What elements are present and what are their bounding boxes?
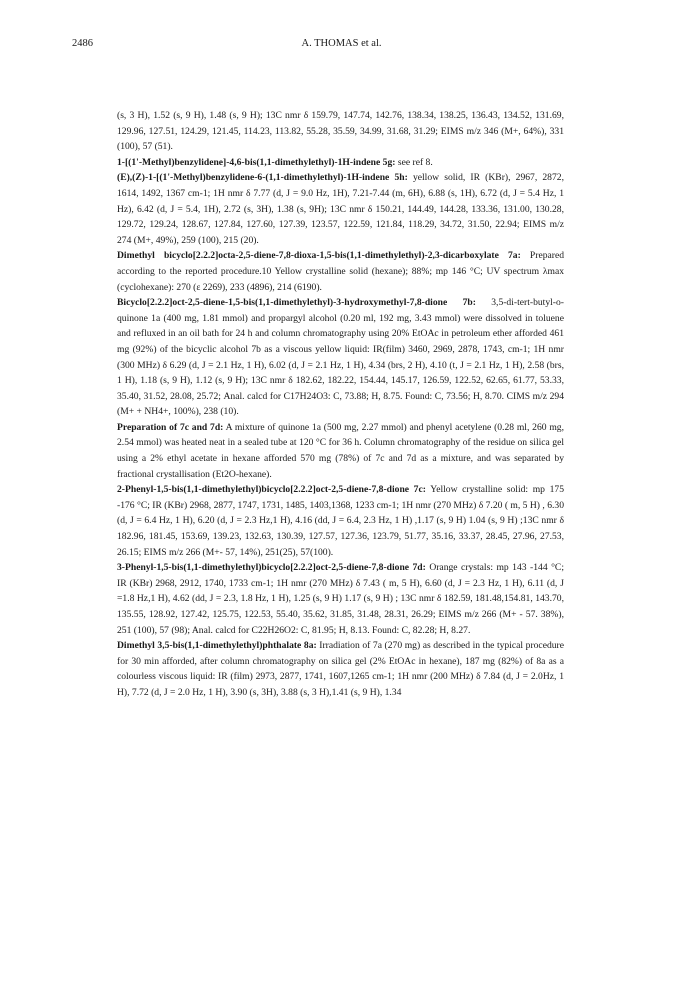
- paragraph-text: see ref 8.: [397, 156, 433, 168]
- paragraph-text: Prepared according to the reported procedure.10 Yellow crystalline solid (hexane); 88%; mp 146 °C; UV spectrum λmax (cyclohexane): 270 (ε 2269), 233 (4896), 214 (6190).: [117, 250, 565, 293]
- compound-title: 2-Phenyl-1,5-bis(1,1-dimethylethyl)bicyclo[2.2.2]oct-2,5-diene-7,8-dione 7c:: [117, 484, 426, 496]
- paragraph-text: Yellow crystalline solid: mp 175 -176 °C; IR (KBr) 2968, 2877, 1747, 1731, 1485, 1403,1368, 1233 cm-1; 1H nmr (270 MHz) δ 7.20 ( m, 5 H) , 6.30 (d, J = 6.4 Hz, 1 H), 6.20 (d, J = 2.3 Hz,1 H), 4.16 (dd, J = 6.4, 2.3 Hz, 1 H) ,1.17 (s, 9 H) 1.04 (s, 9 H) ;13C nmr δ 182.96, 181.45, 153.69, 139.23, 132.63, 130.39, 127.57, 127.36, 123.79, 51.77, 35.16, 33.37, 28.45, 27.96, 27.53, 26.15; EIMS m/z 266 (M+- 57, 14%), 251(25), 57(100).: [117, 484, 564, 558]
- paragraph-text: yellow solid, IR (KBr), 2967, 2872, 1614, 1492, 1367 cm-1; 1H nmr δ 7.77 (d, J = 9.0 Hz, 1H), 7.21-7.44 (m, 6H), 6.88 (s, 1H), 6.72 (d, J = 5.4 Hz, 1 Hz), 6.42 (d, J = 5.4, 1H), 2.72 (s, 3H), 1.38 (s, 9H); 13C nmr δ 150.21, 144.49, 144.28, 133.36, 131.00, 130.28, 129.72, 129.24, 128.67, 127.84, 127.60, 127.39, 123.57, 122.59, 121.84, 118.29, 34.72, 31.50, 22.94; EIMS m/z 274 (M+, 49%), 259 (100), 215 (20).: [117, 172, 564, 246]
- compound-title: Preparation of 7c and 7d:: [117, 421, 224, 433]
- page-header: [72, 38, 611, 54]
- paragraph-text: (s, 3 H), 1.52 (s, 9 H), 1.48 (s, 9 H); 13C nmr δ 159.79, 147.74, 142.76, 138.34, 138.25, 136.43, 134.52, 131.69, 129.96, 127.51, 124.29, 121.45, 114.23, 113.82, 55.28, 35.59, 34.99, 31.68, 31.29; EIMS m/z 346 (M+, 64%), 331 (100), 57 (51).: [117, 110, 564, 153]
- compound-title: 3-Phenyl-1,5-bis(1,1-dimethylethyl)bicyclo[2.2.2]oct-2,5-diene-7,8-dione 7d:: [117, 562, 426, 574]
- paragraph-text: Irradiation of 7a (270 mg) as described in the typical procedure for 30 min afforded, after column chromatography on silica gel (2% EtOAc in hexane), 187 mg (82%) of 8a as a colourless viscous liquid: IR (film) 2973, 2877, 1741, 1607,1265 cm-1; 1H nmr (200 MHz) δ 7.84 (d, J = 2.0Hz, 1 H), 7.72 (d, J = 2.0 Hz, 1 H), 3.90 (s, 3H), 3.88 (s, 3 H),1.41 (s, 9 H), 1.34: [117, 640, 564, 698]
- compound-title: Dimethyl 3,5-bis(1,1-dimethylethyl)phthalate 8a:: [117, 640, 317, 652]
- experimental-text: [117, 108, 564, 701]
- running-head: A. THOMAS et al.: [301, 38, 382, 49]
- paragraph-text: A mixture of quinone 1a (500 mg, 2.27 mmol) and phenyl acetylene (0.28 ml, 260 mg, 2.54 mmol) was heated neat in a sealed tube at 120 °C for 36 h. Column chromatography of the residue on silica gel using a 2% ethyl acetate in hexane afforded 570 mg (78%) of 7c and 7d as a mixture, and was separated by fractional crystallisation (Et2O-hexane).: [117, 421, 564, 480]
- compound-title: 1-[(1'-Methyl)benzylidene]-4,6-bis(1,1-dimethylethyl)-1H-indene 5g:: [117, 156, 396, 168]
- paragraph-text: Orange crystals: mp 143 -144 °C; IR (KBr) 2968, 2912, 1740, 1733 cm-1; 1H nmr (270 MHz) δ 7.43 ( m, 5 H), 6.60 (d, J = 2.3 Hz, 1 H), 6.11 (d, J =1.8 Hz,1 H), 4.62 (dd, J = 2.3, 1.8 Hz, 1 H), 1.25 (s, 9 H) 1.17 (s, 9 H) ; 13C nmr δ 182.59, 181.48,154.81, 143.70, 135.55, 128.92, 127.42, 125.75, 122.53, 55.40, 35.62, 31.85, 31.48, 28.31, 26.29; EIMS m/z 266 (M+ - 57. 38%), 251 (100), 57 (98); Anal. calcd for C22H26O2: C, 81.95; H, 8.13. Found: C, 82.28; H, 8.27.: [117, 562, 564, 636]
- paragraph-4: [117, 248, 564, 295]
- paragraph-9: [117, 638, 564, 700]
- paragraph-7: [117, 482, 564, 560]
- paragraph-6: [117, 420, 564, 482]
- compound-title: Dimethyl bicyclo[2.2.2]octa-2,5-diene-7,8-dioxa-1,5-bis(1,1-dimethylethyl)-2,3-dicarboxylate 7a:: [117, 250, 521, 262]
- paragraph-5: [117, 295, 564, 420]
- page-number: 2486: [72, 38, 93, 49]
- paragraph-2: [117, 155, 564, 171]
- paragraph-1: [117, 108, 564, 155]
- compound-title: (E),(Z)-1-[(1'-Methyl)benzylidene-6-(1,1-dimethylethyl)-1H-indene 5h:: [117, 172, 408, 184]
- paragraph-text: 3,5-di-tert-butyl-o-quinone 1a (400 mg, 1.81 mmol) and propargyl alcohol (0.20 ml, 192 mg, 3.43 mmol) were dissolved in toluene and refluxed in an oil bath for 24 h and column chromatography using 20% EtOAc in petroleum ether afforded 461 mg (92%) of the bicyclic alcohol 7b as a viscous yellow liquid: IR(film) 3460, 2969, 2878, 1743, cm-1; 1H nmr (300 MHz) δ 6.29 (d, J = 2.1 Hz, 1 H), 6.02 (d, J = 2.1 Hz, 1 H), 4.34 (brs, 2 H), 4.10 (t, J = 2.1 Hz, 1 H), 2.58 (brs, 1 H), 1.18 (s, 9 H), 1.12 (s, 9 H); 13C nmr δ 182.62, 182.22, 154.44, 145.17, 126.59, 122.52, 62.65, 61.77, 53.33, 35.40, 31.52, 28.08, 25.72; Anal. calcd for C17H24O3: C, 73.88; H, 8.75. Found: C, 73.56; H, 8.70. CIMS m/z 294 (M+ + NH4+, 100%), 238 (10).: [117, 297, 564, 418]
- paragraph-8: [117, 560, 564, 638]
- paragraph-3: [117, 170, 564, 248]
- compound-title: Bicyclo[2.2.2]oct-2,5-diene-1,5-bis(1,1-dimethylethyl)-3-hydroxymethyl-7,8-dione 7b:: [117, 297, 476, 309]
